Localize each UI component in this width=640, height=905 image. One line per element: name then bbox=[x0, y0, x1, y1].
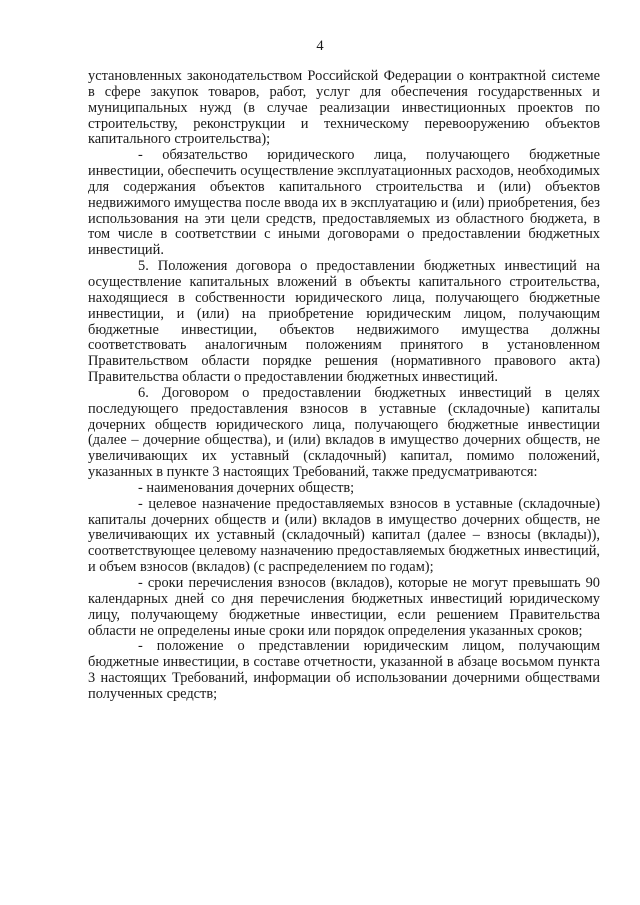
paragraph-maintenance-obligation: - обязательство юридического лица, получающего бюджетные инвестиции, обеспечить осуществление эксплуатационных расходов, необходимых для содержания объектов капитального строительства и (или) объектов недвижимого имущества после ввода их в эксплуатацию и (или) приобретения, без использования на эти цели средств, предоставляемых из областного бюджета, в том числе в соответствии с иными договорами о предоставлении бюджетных инвестиций. bbox=[88, 147, 600, 259]
document-body bbox=[88, 69, 600, 703]
paragraph-5: 5. Положения договора о предоставлении бюджетных инвестиций на осуществление капитальных вложений в объекты капитального строительства, находящиеся в собственности юридического лица, получающего бюджетные инвестиции, и (или) на приобретение юридическим лицом, получающим бюджетные инвестиции, объектов недвижимого имущества должны соответствовать аналогичным положениям принятого в установленном Правительством области порядке решения (нормативного правового акта) Правительства области о предоставлении бюджетных инвестиций. bbox=[88, 258, 600, 386]
paragraph-1-continuation: установленных законодательством Российской Федерации о контрактной системе в сфере закупок товаров, работ, услуг для обеспечения государственных и муниципальных нужд (в случае реализации инвестиционных проектов по строительству, реконструкции и техническому перевооружению объектов капитального строительства); bbox=[88, 68, 600, 148]
page-number: 4 bbox=[316, 38, 324, 54]
paragraph-6: 6. Договором о предоставлении бюджетных инвестиций в целях последующего предоставления взносов в уставные (складочные) капиталы дочерних обществ юридического лица, получающего бюджетные инвестиции (далее – дочерние общества), и (или) вкладов в имущество дочерних обществ, не увеличивающих их уставный (складочный) капитал, помимо положений, указанных в пункте 3 настоящих Требований, также предусматриваются: bbox=[88, 384, 600, 481]
list-item-transfer-terms: - сроки перечисления взносов (вкладов), которые не могут превышать 90 календарных дней со дня перечисления бюджетных инвестиций юридическому лицу, получающему бюджетные инвестиции, если решением Правительства области не определены иные сроки или порядок определения указанных сроков; bbox=[88, 575, 600, 639]
list-item-reporting-provision: - положение о представлении юридическим лицом, получающим бюджетные инвестиции, в составе отчетности, указанной в абзаце восьмом пункта 3 настоящих Требований, информации об использовании дочерними обществами полученных средств; bbox=[88, 638, 600, 702]
list-item-target-purpose: - целевое назначение предоставляемых взносов в уставные (складочные) капиталы дочерних обществ и (или) вкладов в имущество дочерних обществ, не увеличивающих их уставный (складочный) капитал (далее – взносы (вклады)), соответствующее целевому назначению предоставляемых бюджетных инвестиций, и объем взносов (вкладов) (с распределением по годам); bbox=[88, 495, 600, 576]
list-item-subsidiary-names: - наименования дочерних обществ; bbox=[138, 479, 355, 496]
